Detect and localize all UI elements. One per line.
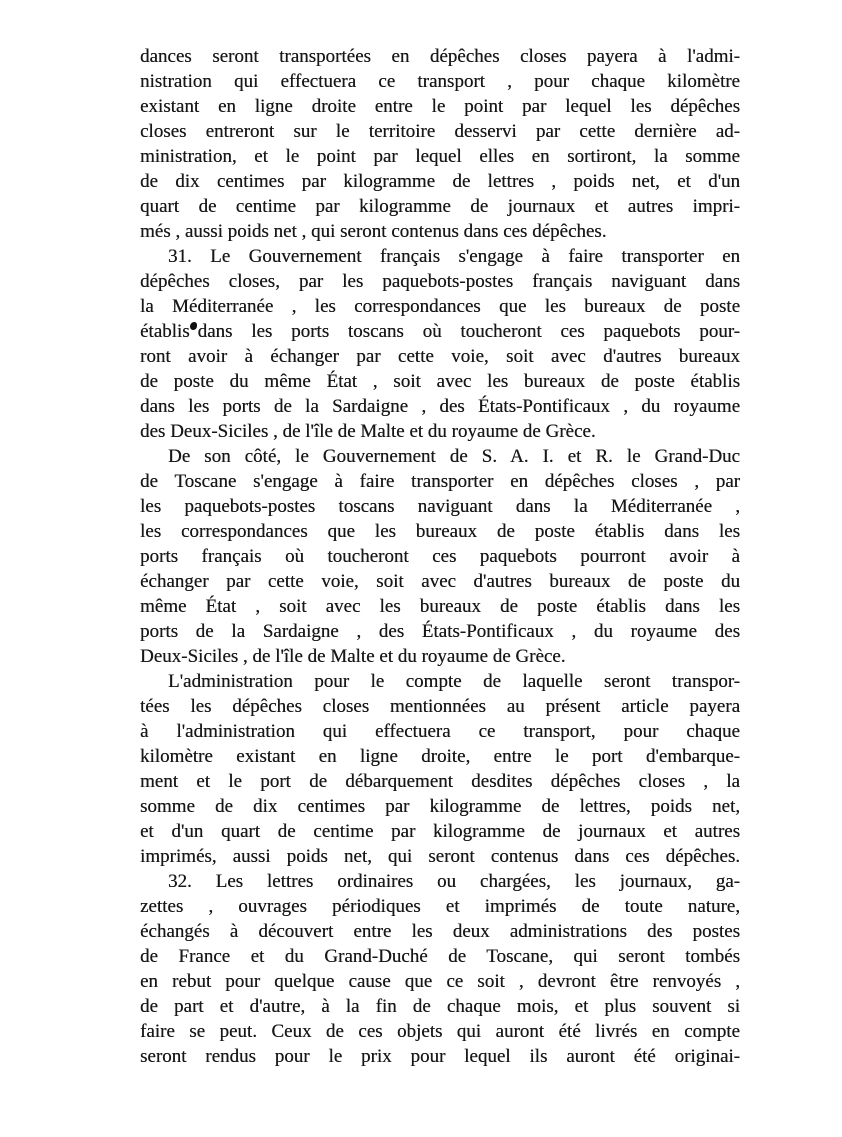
paragraph — [140, 44, 740, 244]
text-line: nistration qui effectuera ce transport , pour chaque kilomètre — [140, 71, 740, 92]
text-line: més , aussi poids net , qui seront contenus dans ces dépêches. — [140, 221, 607, 242]
text-line: les correspondances que les bureaux de poste établis dans les — [140, 521, 740, 542]
text-line: des Deux-Siciles , de l'île de Malte et du royaume de Grèce. — [140, 421, 596, 442]
text-line: tées les dépêches closes mentionnées au présent article payera — [140, 696, 740, 717]
ink-blot-artifact — [190, 322, 197, 330]
text-line: ront avoir à échanger par cette voie, soit avec d'autres bureaux — [140, 346, 740, 367]
text-line: de France et du Grand-Duché de Toscane, qui seront tombés — [140, 946, 740, 967]
paragraph — [140, 669, 740, 869]
text-line: seront rendus pour le prix pour lequel ils auront été originai- — [140, 1046, 740, 1067]
text-line: dances seront transportées en dépêches closes payera à l'admi- — [140, 46, 740, 67]
text-line: L'administration pour le compte de laquelle seront transpor- — [168, 671, 740, 692]
text-line: kilomètre existant en ligne droite, entre le port d'embarque- — [140, 746, 740, 767]
text-line: de part et d'autre, à la fin de chaque mois, et plus souvent si — [140, 996, 740, 1017]
text-line: De son côté, le Gouvernement de S. A. I. et R. le Grand-Duc — [168, 446, 740, 467]
text-line: établis dans les ports toscans où toucheront ces paquebots pour- — [140, 321, 740, 342]
text-line: ministration, et le point par lequel elles en sortiront, la somme — [140, 146, 740, 167]
text-line: dans les ports de la Sardaigne , des États-Pontificaux , du royaume — [140, 396, 740, 417]
text-line: ports de la Sardaigne , des États-Pontificaux , du royaume des — [140, 621, 740, 642]
text-line: de Toscane s'engage à faire transporter en dépêches closes , par — [140, 471, 740, 492]
text-line: quart de centime par kilogramme de journaux et autres impri- — [140, 196, 740, 217]
text-line: les paquebots-postes toscans naviguant dans la Méditerranée , — [140, 496, 740, 517]
text-line: somme de dix centimes par kilogramme de lettres, poids net, — [140, 796, 740, 817]
text-line: existant en ligne droite entre le point par lequel les dépêches — [140, 96, 740, 117]
text-line: de dix centimes par kilogramme de lettres , poids net, et d'un — [140, 171, 740, 192]
text-line: la Méditerranée , les correspondances que les bureaux de poste — [140, 296, 740, 317]
text-line: de poste du même État , soit avec les bureaux de poste établis — [140, 371, 740, 392]
text-line: en rebut pour quelque cause que ce soit , devront être renvoyés , — [140, 971, 740, 992]
text-line: et d'un quart de centime par kilogramme de journaux et autres — [140, 821, 740, 842]
text-line: imprimés, aussi poids net, qui seront contenus dans ces dépêches. — [140, 846, 740, 867]
text-line: ment et le port de débarquement desdites dépêches closes , la — [140, 771, 740, 792]
text-line: même État , soit avec les bureaux de poste établis dans les — [140, 596, 740, 617]
paragraph — [140, 869, 740, 1069]
text-line: ports français où toucheront ces paquebots pourront avoir à — [140, 546, 740, 567]
text-line: à l'administration qui effectuera ce transport, pour chaque — [140, 721, 740, 742]
text-line: Deux-Siciles , de l'île de Malte et du royaume de Grèce. — [140, 646, 566, 667]
text-line: 32. Les lettres ordinaires ou chargées, les journaux, ga- — [168, 871, 740, 892]
text-line: faire se peut. Ceux de ces objets qui auront été livrés en compte — [140, 1021, 740, 1042]
text-line: closes entreront sur le territoire desservi par cette dernière ad- — [140, 121, 740, 142]
page-text — [140, 44, 740, 1069]
text-line: dépêches closes, par les paquebots-postes français naviguant dans — [140, 271, 740, 292]
text-line: échanger par cette voie, soit avec d'autres bureaux de poste du — [140, 571, 740, 592]
text-line: 31. Le Gouvernement français s'engage à faire transporter en — [168, 246, 740, 267]
text-line: zettes , ouvrages périodiques et imprimés de toute nature, — [140, 896, 740, 917]
paragraph — [140, 444, 740, 669]
text-line: échangés à découvert entre les deux administrations des postes — [140, 921, 740, 942]
paragraph — [140, 244, 740, 444]
